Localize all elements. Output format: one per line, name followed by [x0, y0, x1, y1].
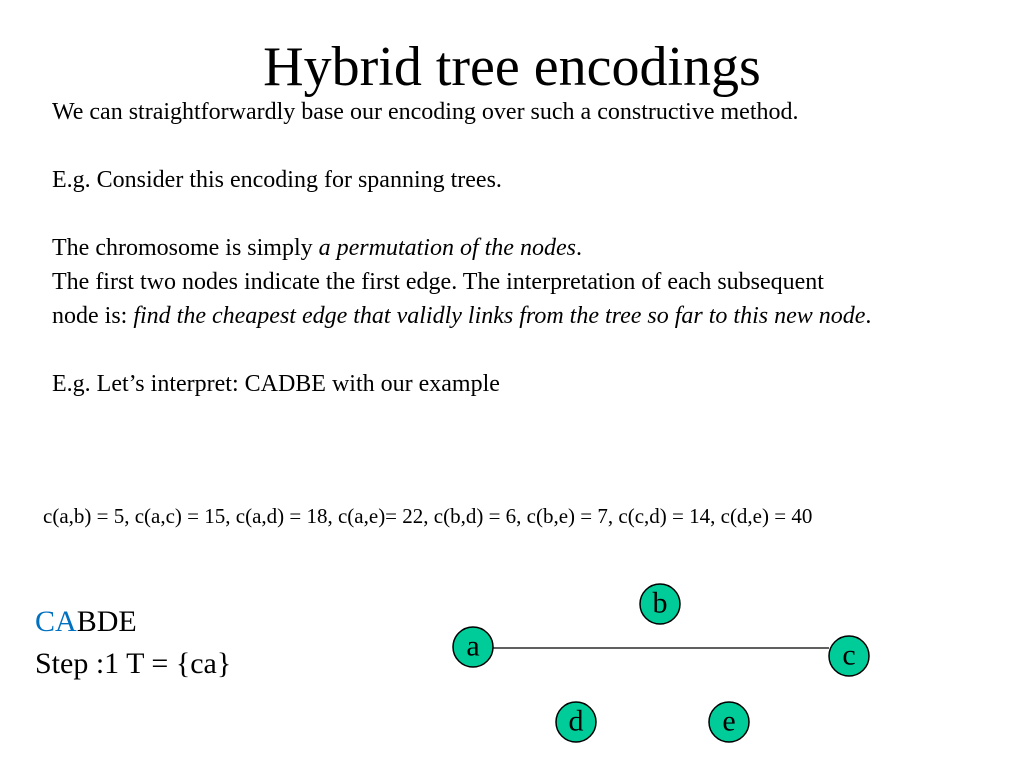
paragraph-example-intro: E.g. Consider this encoding for spanning trees. [52, 167, 502, 193]
paragraph-constructive-method: We can straightforwardly base our encoding over such a constructive method. [52, 99, 799, 125]
chromosome-italic: a permutation of the nodes [318, 235, 576, 261]
node-label-e: e [722, 704, 736, 738]
chromosome-highlighted: CA [35, 605, 77, 638]
step-label: Step :1 T = {ca} [35, 647, 232, 680]
node-label-b: b [652, 586, 668, 620]
node-e [709, 702, 749, 742]
node-label-d: d [568, 704, 584, 738]
chromosome-prefix: The chromosome is simply [52, 235, 319, 261]
paragraph-interpret-example: E.g. Let’s interpret: CADBE with our example [52, 371, 500, 397]
interpretation-suffix: . [865, 303, 872, 329]
chromosome-rest: BDE [76, 605, 137, 638]
graph-nodes [453, 584, 869, 742]
node-c [829, 636, 869, 676]
chromosome-suffix: . [575, 235, 582, 261]
node-b [640, 584, 680, 624]
interpretation-prefix: node is: [52, 303, 134, 329]
node-label-a: a [466, 629, 480, 663]
slide-title: Hybrid tree encodings [263, 36, 761, 98]
node-a [453, 627, 493, 667]
edge-costs: c(a,b) = 5, c(a,c) = 15, c(a,d) = 18, c(a,e)= 22, c(b,d) = 6, c(b,e) = 7, c(c,d) = 14, c(d,e) = 40 [43, 504, 813, 528]
paragraph-first-edge: The first two nodes indicate the first edge. The interpretation of each subsequent [52, 269, 824, 295]
node-d [556, 702, 596, 742]
interpretation-italic: find the cheapest edge that validly links from the tree so far to this new node [133, 303, 866, 329]
node-label-c: c [842, 638, 856, 672]
